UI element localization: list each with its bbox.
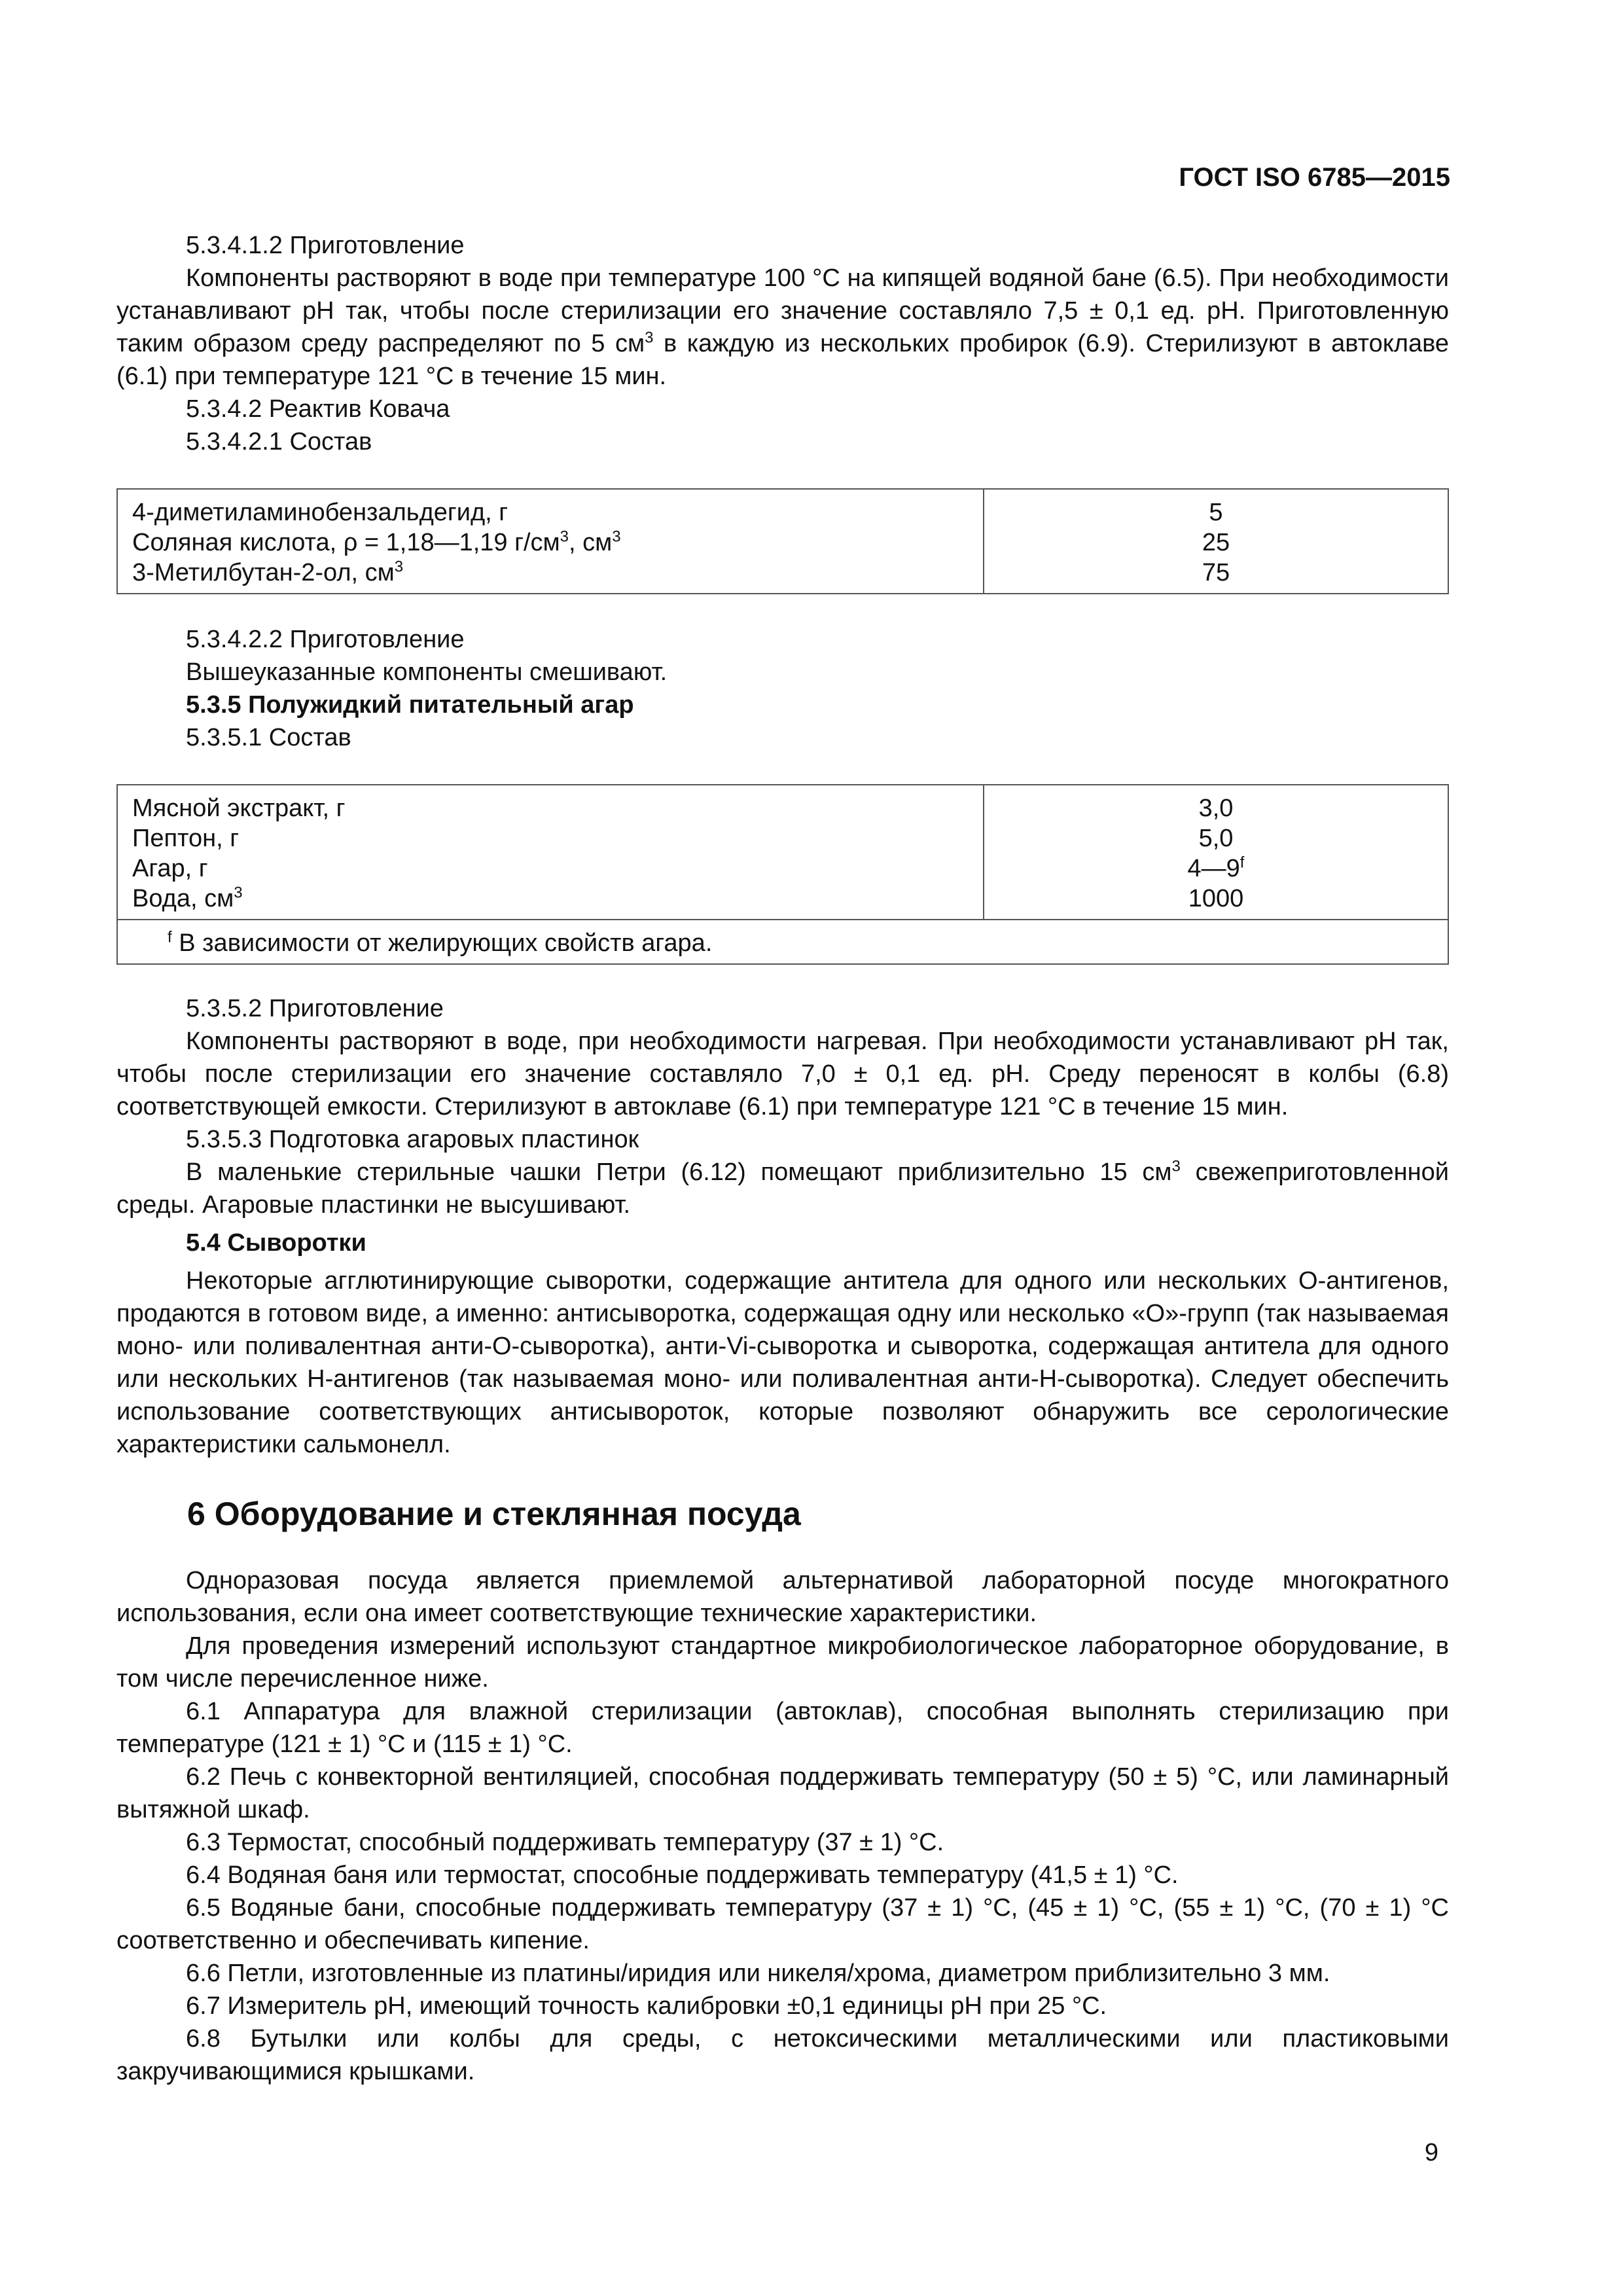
table-row — [117, 489, 1448, 594]
ingredient-value: 1000 — [1188, 885, 1244, 912]
ingredient-value: 5 — [1209, 499, 1223, 526]
equipment-item: 6.1 Аппаратура для влажной стерилизации (автоклав), способная выполнять стерилизацию при температуре (121 ± 1) °С и (115 ± 1) °С. — [116, 1698, 1449, 1758]
subsection-title: 5.3.4.1.2 Приготовление — [186, 232, 465, 259]
paragraph: Для проведения измерений используют стандартное микробиологическое лабораторное оборудование, в том числе перечисленное ниже. — [116, 1632, 1449, 1693]
table-cell-labels — [117, 489, 984, 594]
subsection-title: 5.3.4.2.2 Приготовление — [186, 626, 465, 653]
equipment-item: 6.3 Термостат, способный поддерживать температуру (37 ± 1) °С. — [186, 1829, 944, 1856]
subsection-title: 5.3.5.1 Состав — [186, 724, 351, 751]
section-heading: 5.3.5 Полужидкий питательный агар — [186, 691, 634, 719]
paragraph: Некоторые агглютинирующие сыворотки, содержащие антитела для одного или нескольких О-антигенов, продаются в готовом виде, а именно: антисыворотка, содержащая одну или несколько «О»-групп (так называемая моно- или поливалентная анти-О-сыворотка), анти-Vi-сыворотка и сыворотка, содержащая антитела для одного или нескольких Н-антигенов (так называемая моно- или поливалентная анти-Н-сыворотка). Следует обеспечить использование соответствующих антисывороток, которые позволяют обнаружить все серологические характеристики сальмонелл. — [116, 1267, 1449, 1458]
ingredient-value: 4—9$^f$ — [1187, 853, 1245, 882]
ingredient-label: Пептон, г — [132, 825, 240, 852]
equipment-item: 6.6 Петли, изготовленные из платины/иридия или никеля/хрома, диаметром приблизительно 3 мм. — [186, 1960, 1330, 1987]
ingredient-value: 5,0 — [1198, 825, 1234, 852]
page-content — [116, 229, 1449, 2088]
page-number: 9 — [1424, 2139, 1438, 2166]
subsection-title: 5.3.5.3 Подготовка агаровых пластинок — [186, 1126, 639, 1153]
ingredient-label: Вода, $см^3$ — [132, 884, 243, 912]
composition-table-kovac — [116, 488, 1449, 594]
paragraph: Одноразовая посуда является приемлемой альтернативой лабораторной посуде многократного использования, если она имеет соответствующие технические характеристики. — [116, 1567, 1449, 1627]
paragraph: Компоненты растворяют в воде при температуре 100 °С на кипящей водяной бане (6.5). При необходимости устанавливают pH так, чтобы после стерилизации его значение составляло 7,5 ± 0,1 ед. pH. Приготовленную таким образом среду распределяют по 5 $см^3$ в каждую из нескольких пробирок (6.9). Стерилизуют в автоклаве (6.1) при температуре 121 °С в течение 15 мин. — [116, 264, 1449, 390]
section-heading: 5.4 Сыворотки — [186, 1229, 366, 1257]
paragraph: Компоненты растворяют в воде, при необходимости нагревая. При необходимости устанавливают pH так, чтобы после стерилизации его значение составляло 7,0 ± 0,1 ед. pH. Среду переносят в колбы (6.8) соответствующей емкости. Стерилизуют в автоклаве (6.1) при температуре 121 °С в течение 15 мин. — [116, 1028, 1449, 1121]
table-row — [117, 785, 1448, 920]
table-cell-labels — [117, 785, 984, 920]
section-title: 6 Оборудование и стеклянная посуда — [187, 1496, 801, 1532]
paragraph: Вышеуказанные компоненты смешивают. — [186, 658, 668, 686]
table-cell-values — [984, 785, 1448, 920]
subsection-title: 5.3.5.2 Приготовление — [186, 995, 444, 1022]
ingredient-value: 25 — [1202, 529, 1230, 556]
ingredient-label: Мясной экстракт, г — [132, 795, 346, 822]
ingredient-value: 75 — [1202, 559, 1230, 586]
equipment-item: 6.4 Водяная баня или термостат, способные поддерживать температуру (41,5 ± 1) °С. — [186, 1861, 1179, 1889]
subsection-title: 5.3.4.2.1 Состав — [186, 428, 372, 456]
ingredient-label: 3-Метилбутан-2-ол, $см^3$ — [132, 558, 404, 586]
ingredient-label: Соляная кислота, ρ = 1,18—1,19 $г/см^3$, $см^3$ — [132, 528, 621, 556]
document-header: ГОСТ ISO 6785—2015 — [1179, 163, 1450, 192]
equipment-item: 6.7 Измеритель pH, имеющий точность калибровки ±0,1 единицы pH при 25 °С. — [186, 1992, 1107, 2020]
ingredient-value: 3,0 — [1198, 795, 1234, 822]
paragraph: В маленькие стерильные чашки Петри (6.12) помещают приблизительно 15 $см^3$ свежеприготовленной среды. Агаровые пластинки не высушивают. — [116, 1157, 1449, 1219]
table-cell-values — [984, 489, 1448, 594]
subsection-title: 5.3.4.2 Реактив Ковача — [186, 395, 450, 423]
table-footnote-row — [117, 920, 1448, 964]
table-footnote: $^f$ В зависимости от желирующих свойств агара. — [117, 920, 1448, 964]
ingredient-label: Агар, г — [132, 855, 208, 882]
ingredient-label: 4-диметиламинобензальдегид, г — [132, 499, 508, 526]
equipment-item: 6.5 Водяные бани, способные поддерживать температуру (37 ± 1) °С, (45 ± 1) °С, (55 ± 1) °С, (70 ± 1) °С соответственно и обеспечивать кипение. — [116, 1894, 1449, 1954]
equipment-item: 6.2 Печь с конвекторной вентиляцией, способная поддерживать температуру (50 ± 5) °С, или ламинарный вытяжной шкаф. — [116, 1763, 1449, 1823]
composition-table-agar — [116, 784, 1449, 965]
equipment-item: 6.8 Бутылки или колбы для среды, с нетоксическими металлическими или пластиковыми закручивающимися крышками. — [116, 2025, 1449, 2085]
